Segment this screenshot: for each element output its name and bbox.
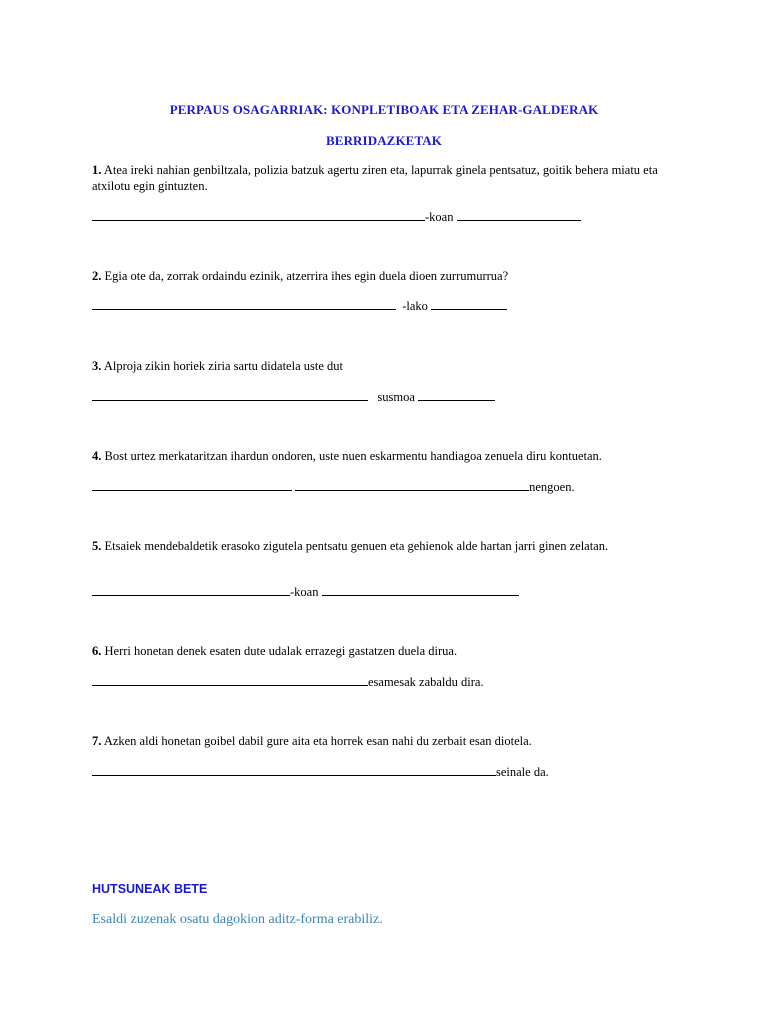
blank[interactable] [322,584,519,596]
blank[interactable] [418,389,495,401]
exercise-text: Bost urtez merkataritzan ihardun ondoren, uste nuen eskarmentu handiagoa zenuela diru kontuetan. [104,449,602,463]
page-subtitle: BERRIDAZKETAK [326,133,442,148]
answer-connector: -koan [290,585,319,599]
answer-ending: nengoen. [529,480,575,494]
blank[interactable] [295,479,529,491]
answer-connector: -koan [425,210,454,224]
blank[interactable] [92,584,290,596]
exercise-7 [92,733,682,749]
exercise-3 [92,358,682,374]
exercise-4 [92,448,682,464]
exercise-text: Herri honetan denek esaten dute udalak errazegi gastatzen duela dirua. [104,644,458,658]
answer-line-3 [92,389,495,405]
exercise-number: 4. [92,449,102,463]
blank[interactable] [92,479,292,491]
exercise-text: Azken aldi honetan goibel dabil gure aita eta horrek esan nahi du zerbait esan diotela. [103,734,532,748]
exercise-text: Alproja zikin horiek ziria sartu didatela uste dut [103,359,343,373]
exercise-text: Atea ireki nahian genbiltzala, polizia batzuk agertu ziren eta, lapurrak ginela pentsatuz, goitik behera miatu eta atxilotu egin gintuzten. [92,163,658,193]
exercise-number: 6. [92,644,102,658]
blank[interactable] [92,389,368,401]
answer-line-1 [92,209,581,225]
answer-line-4 [92,479,575,495]
blank[interactable] [92,209,425,221]
exercise-text: Etsaiek mendebaldetik erasoko zigutela pentsatu genuen eta gehienok alde hartan jarri ginen zelatan. [104,539,609,553]
exercise-6 [92,643,682,659]
blank[interactable] [92,764,496,776]
page-title: PERPAUS OSAGARRIAK: KONPLETIBOAK ETA ZEHAR-GALDERAK [169,102,599,117]
exercise-number: 3. [92,359,102,373]
exercise-5 [92,538,682,554]
answer-connector: susmoa [377,390,415,404]
exercise-2 [92,268,682,284]
exercise-1 [92,162,682,194]
blank[interactable] [457,209,581,221]
blank[interactable] [431,298,507,310]
instruction-text: Esaldi zuzenak osatu dagokion aditz-forma erabiliz. [92,912,383,927]
answer-line-6 [92,674,484,690]
exercise-text: Egia ote da, zorrak ordaindu ezinik, atzerrira ihes egin duela dioen zurrumurrua? [104,269,509,283]
answer-line-2 [92,298,507,314]
blank[interactable] [92,298,396,310]
answer-line-7 [92,764,549,780]
answer-ending: seinale da. [496,765,549,779]
section-heading: HUTSUNEAK BETE [92,882,208,896]
exercise-number: 1. [92,163,102,177]
answer-line-5 [92,584,519,600]
answer-connector: -lako [402,299,428,313]
answer-ending: esamesak zabaldu dira. [368,675,484,689]
exercise-number: 7. [92,734,102,748]
exercise-number: 2. [92,269,102,283]
exercise-number: 5. [92,539,102,553]
blank[interactable] [92,674,368,686]
